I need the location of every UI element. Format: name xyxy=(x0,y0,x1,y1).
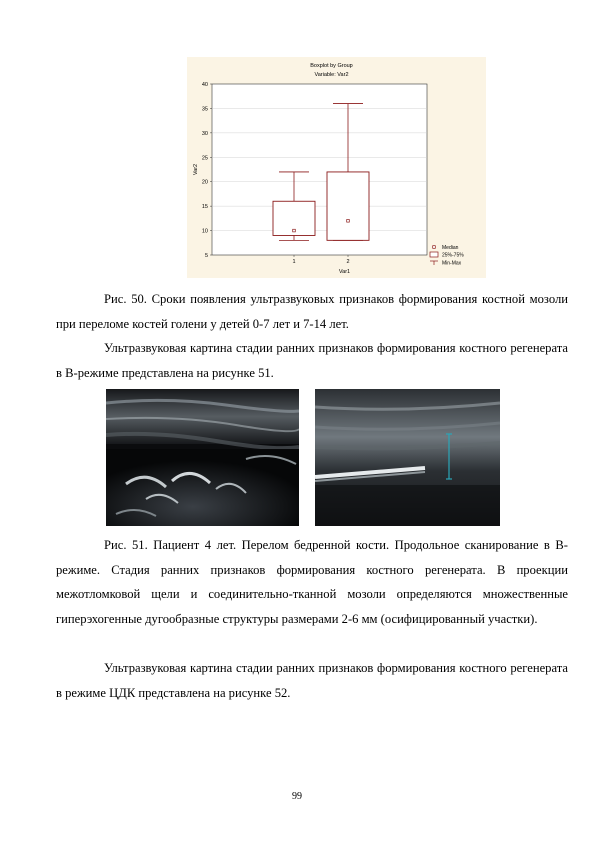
paragraph-1: Ультразвуковая картина стадии ранних признаков формирования костного регенерата в В-режиме представлена на рисунке 51. xyxy=(56,341,568,380)
y-tick-label: 20 xyxy=(201,179,208,186)
figure-50-caption: Рис. 50. Сроки появления ультразвуковых признаков формирования костной мозоли при переломе костей голени у детей 0-7 лет и 7-14 лет. xyxy=(56,292,568,331)
y-tick-label: 30 xyxy=(201,130,208,137)
chart-subtitle: Variable: Var2 xyxy=(314,72,349,78)
x-tick-label: 1 xyxy=(292,259,296,265)
median-marker xyxy=(293,229,296,232)
figure-51-caption: Рис. 51. Пациент 4 лет. Перелом бедренной кости. Продольное сканирование в В-режиме. Стадия ранних признаков формирования костного регенерата. В проекции межотломковой щели и соединительно-тканной мозоли определяются множественные гиперэхогенные дугообразные структуры размерами 2-6 мм (осифицированный участки). xyxy=(56,538,568,626)
boxplot-chart xyxy=(187,57,486,278)
page-number: 99 xyxy=(292,791,302,802)
y-axis-label: Var2 xyxy=(193,163,199,176)
legend-median-marker xyxy=(433,246,436,249)
plot-area xyxy=(212,84,427,255)
x-axis-label: Var1 xyxy=(338,269,351,275)
ultrasound-image-left xyxy=(106,389,299,526)
paragraph-2: Ультразвуковая картина стадии ранних признаков формирования костного регенерата в режиме ЦДК представлена на рисунке 52. xyxy=(56,661,568,700)
y-tick-label: 25 xyxy=(201,155,208,162)
legend-box-marker xyxy=(430,252,438,257)
boxplot-svg xyxy=(187,57,486,278)
box-iqr xyxy=(327,172,369,240)
chart-title: Boxplot by Group xyxy=(310,63,353,69)
y-tick-label: 5 xyxy=(204,253,208,259)
y-tick-label: 40 xyxy=(201,82,208,88)
y-tick-label: 35 xyxy=(201,106,208,113)
legend-box-label: 25%-75% xyxy=(442,252,464,259)
median-marker xyxy=(347,220,350,223)
y-tick-label: 15 xyxy=(201,204,208,211)
ultrasound-image-right xyxy=(315,389,500,526)
legend-minmax-label: Min-Max xyxy=(442,260,462,267)
legend-median-label: Median xyxy=(442,245,459,251)
x-tick-label: 2 xyxy=(346,259,350,265)
y-tick-label: 10 xyxy=(201,228,208,235)
